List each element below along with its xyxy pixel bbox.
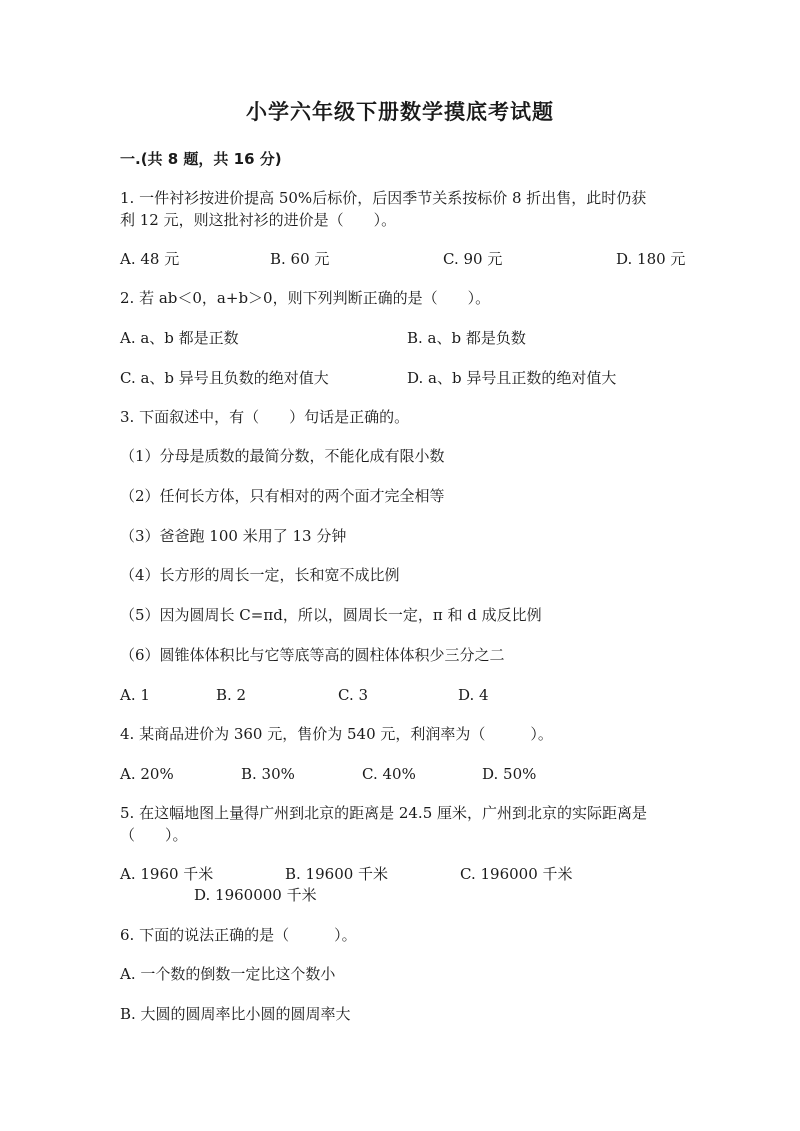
question-1-option-c: C. 90 元 [443, 250, 503, 268]
question-4-option-b: B. 30% [241, 765, 295, 783]
question-6-stem: 6. 下面的说法正确的是（ ）。 [120, 926, 357, 944]
question-2-option-a: A. a、b 都是正数 [120, 329, 239, 347]
question-3-option-a: A. 1 [120, 686, 150, 704]
question-2-option-c: C. a、b 异号且负数的绝对值大 [120, 369, 329, 387]
question-1-stem-line-2: 利 12 元，则这批衬衫的进价是（ ）。 [120, 211, 397, 229]
page-title: 小学六年级下册数学摸底考试题 [246, 100, 554, 124]
question-5-option-a: A. 1960 千米 [120, 865, 214, 883]
question-3-statement-1: （1）分母是质数的最简分数，不能化成有限小数 [120, 447, 445, 465]
question-1-stem-line-1: 1. 一件衬衫按进价提高 50%后标价，后因季节关系按标价 8 折出售，此时仍获 [120, 189, 647, 207]
question-5-option-b: B. 19600 千米 [285, 865, 389, 883]
question-3-stem: 3. 下面叙述中，有（ ）句话是正确的。 [120, 408, 410, 426]
question-1-option-a: A. 48 元 [120, 250, 180, 268]
question-4-option-c: C. 40% [362, 765, 416, 783]
question-5-stem-line-2: （ ）。 [120, 826, 188, 844]
question-3-option-b: B. 2 [216, 686, 247, 704]
section-heading: 一.(共 8 题，共 16 分) [120, 150, 282, 168]
question-3-statement-4: （4）长方形的周长一定，长和宽不成比例 [120, 566, 400, 584]
question-3-option-d: D. 4 [458, 686, 489, 704]
question-3-statement-6: （6）圆锥体体积比与它等底等高的圆柱体体积少三分之二 [120, 646, 505, 664]
question-6-option-b: B. 大圆的圆周率比小圆的圆周率大 [120, 1005, 351, 1023]
question-1-option-b: B. 60 元 [270, 250, 330, 268]
question-5-stem-line-1: 5. 在这幅地图上量得广州到北京的距离是 24.5 厘米，广州到北京的实际距离是 [120, 804, 648, 822]
question-2-option-d: D. a、b 异号且正数的绝对值大 [407, 369, 617, 387]
question-4-option-a: A. 20% [120, 765, 174, 783]
question-3-option-c: C. 3 [338, 686, 369, 704]
question-5-option-c: C. 196000 千米 [460, 865, 573, 883]
question-2-option-b: B. a、b 都是负数 [407, 329, 526, 347]
question-4-stem: 4. 某商品进价为 360 元，售价为 540 元，利润率为（ ）。 [120, 725, 553, 743]
question-5-option-d: D. 1960000 千米 [194, 886, 317, 904]
question-2-stem: 2. 若 ab＜0，a+b＞0，则下列判断正确的是（ ）。 [120, 289, 491, 307]
question-3-statement-3: （3）爸爸跑 100 米用了 13 分钟 [120, 527, 347, 545]
question-4-option-d: D. 50% [482, 765, 537, 783]
question-3-statement-5: （5）因为圆周长 C=πd，所以，圆周长一定，π 和 d 成反比例 [120, 606, 542, 624]
question-6-option-a: A. 一个数的倒数一定比这个数小 [120, 965, 336, 983]
question-3-statement-2: （2）任何长方体，只有相对的两个面才完全相等 [120, 487, 445, 505]
question-1-option-d: D. 180 元 [616, 250, 686, 268]
